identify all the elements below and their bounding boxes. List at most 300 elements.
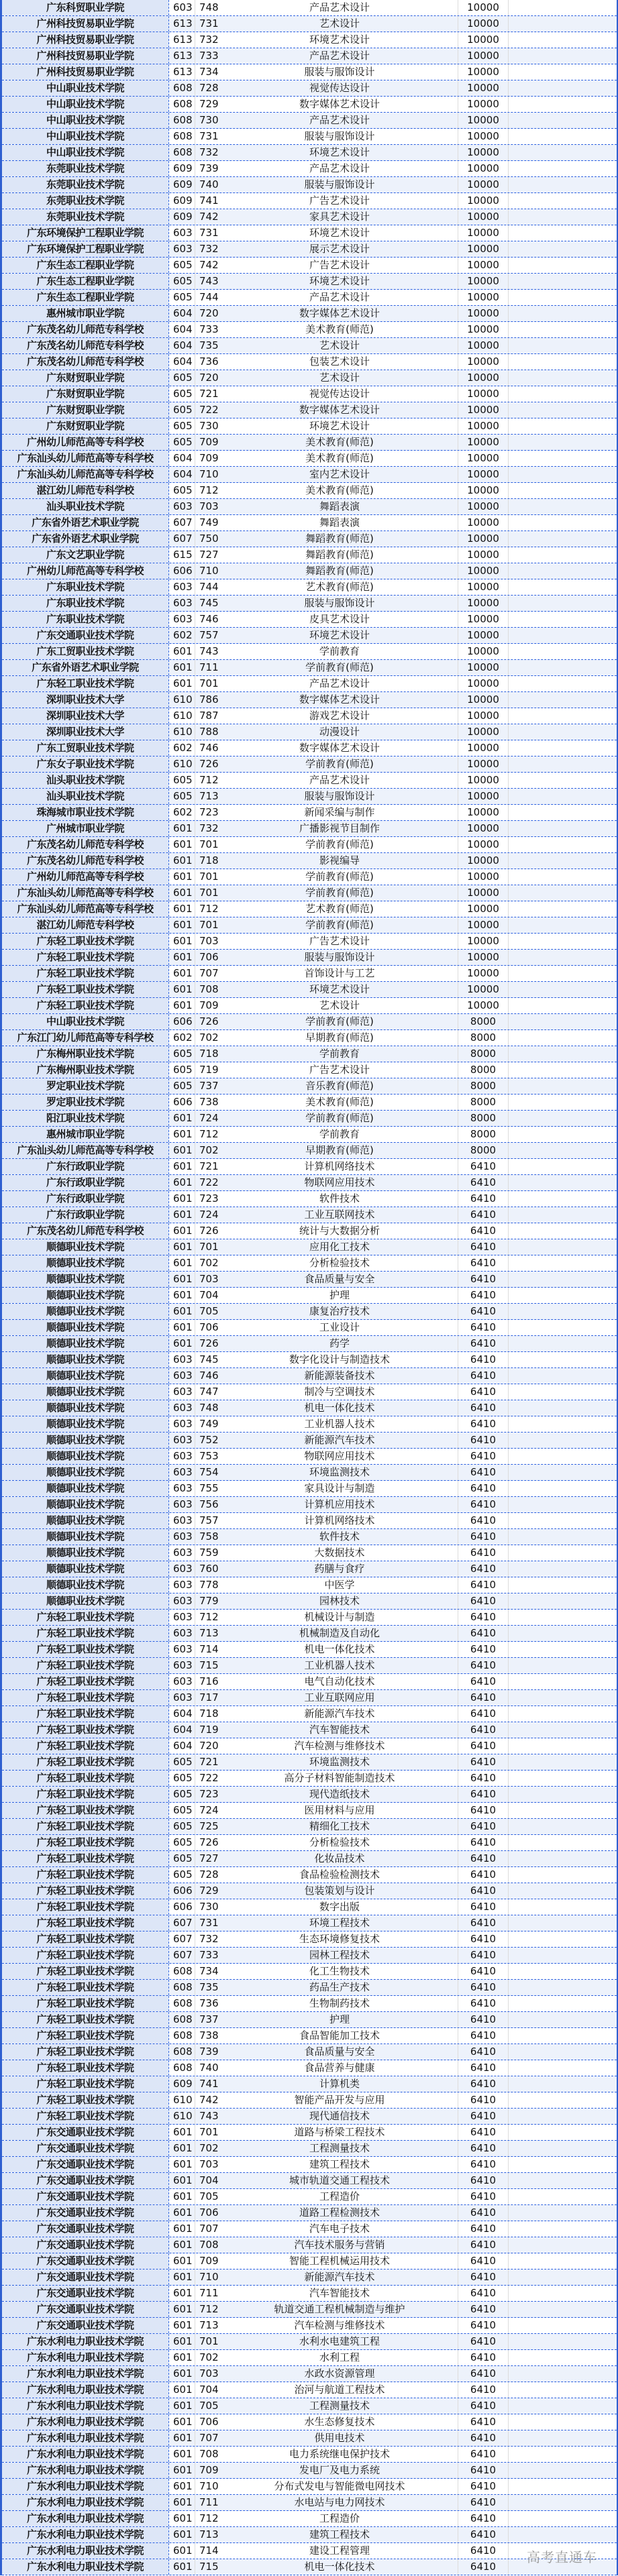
major-code-cell: 713: [199, 2319, 219, 2331]
school-name-cell: 顺德职业技术学院: [2, 1352, 169, 1367]
major-code-cell: 701: [199, 919, 219, 931]
table-row: [2, 2173, 617, 2189]
empty-cell: [509, 740, 617, 756]
amount-cell: 10000: [458, 917, 509, 933]
major-name-cell: 美术教育(师范): [221, 322, 458, 337]
school-code-cell: 603: [169, 225, 195, 241]
major-name-cell: 服装与服饰设计: [221, 177, 458, 192]
table-row: [2, 274, 617, 290]
school-code-cell: 601: [169, 2543, 195, 2559]
major-name-cell: 室内艺术设计: [221, 467, 458, 482]
amount-cell: 6410: [458, 1771, 509, 1786]
table-row: [2, 2012, 617, 2028]
table-row: [2, 97, 617, 113]
empty-cell: [509, 531, 617, 547]
empty-cell: [509, 773, 617, 788]
major-code-cell: 757: [199, 629, 219, 641]
major-name-cell: 艺术设计: [221, 370, 458, 386]
school-code-cell: 601: [169, 934, 195, 949]
amount-cell: 6410: [458, 1272, 509, 1287]
school-code-cell: 601: [169, 950, 195, 965]
empty-cell: [509, 2237, 617, 2253]
table-row: [2, 2157, 617, 2173]
amount-cell: 6410: [458, 1658, 509, 1673]
empty-cell: [509, 821, 617, 836]
major-code-cell: 725: [199, 1820, 219, 1832]
empty-cell: [509, 2060, 617, 2076]
empty-cell: [509, 386, 617, 402]
empty-cell: [509, 1529, 617, 1545]
empty-cell: [509, 1513, 617, 1528]
table-row: [2, 64, 617, 80]
school-code-cell: 604: [169, 306, 195, 321]
school-code-cell: 605: [169, 1803, 195, 1818]
school-code-cell: 601: [169, 2253, 195, 2269]
major-name-cell: 电气自动化技术: [221, 1674, 458, 1689]
amount-cell: 6410: [458, 2060, 509, 2076]
table-row: [2, 837, 617, 853]
major-code-cell: 727: [199, 549, 219, 561]
school-name-cell: 广东水利电力职业技术学院: [2, 2511, 169, 2526]
empty-cell: [509, 1803, 617, 1818]
table-row: [2, 1288, 617, 1304]
major-code-cell: 713: [199, 1627, 219, 1639]
empty-cell: [509, 258, 617, 273]
table-row: [2, 338, 617, 354]
empty-cell: [509, 1481, 617, 1496]
amount-cell: 6410: [458, 1867, 509, 1883]
school-name-cell: 广东轻工职业技术学院: [2, 1851, 169, 1866]
amount-cell: 6410: [458, 1497, 509, 1512]
amount-cell: 6410: [458, 1674, 509, 1689]
school-name-cell: 广东江门幼儿师范高等专科学校: [2, 1030, 169, 1046]
school-code-cell: 601: [169, 2559, 195, 2575]
empty-cell: [509, 837, 617, 852]
amount-cell: 8000: [458, 1095, 509, 1110]
major-name-cell: 水利水电建筑工程: [221, 2334, 458, 2349]
amount-cell: 6410: [458, 2044, 509, 2060]
school-code-cell: 601: [169, 1111, 195, 1126]
major-code-cell: 730: [199, 420, 219, 432]
school-code-cell: 601: [169, 2527, 195, 2542]
major-code-cell: 731: [199, 130, 219, 142]
major-code-cell: 732: [199, 243, 219, 255]
table-row: [2, 628, 617, 644]
empty-cell: [509, 2527, 617, 2542]
major-code-cell: 708: [199, 983, 219, 995]
school-code-cell: 605: [169, 402, 195, 418]
amount-cell: 10000: [458, 998, 509, 1013]
major-code-cell: 753: [199, 1450, 219, 1462]
table-row: [2, 2527, 617, 2543]
empty-cell: [509, 917, 617, 933]
empty-cell: [509, 660, 617, 675]
school-code-cell: 606: [169, 563, 195, 579]
empty-cell: [509, 1175, 617, 1190]
table-row: [2, 1111, 617, 1127]
table-row: [2, 2463, 617, 2479]
major-name-cell: 高分子材料智能制造技术: [221, 1771, 458, 1786]
empty-cell: [509, 2495, 617, 2510]
school-name-cell: 顺德职业技术学院: [2, 1400, 169, 1416]
school-name-cell: 顺德职业技术学院: [2, 1272, 169, 1287]
school-name-cell: 中山职业技术学院: [2, 80, 169, 96]
amount-cell: 10000: [458, 97, 509, 112]
amount-cell: 10000: [458, 547, 509, 563]
major-name-cell: 生物制药技术: [221, 1996, 458, 2011]
major-code-cell: 702: [199, 1031, 219, 1044]
amount-cell: 6410: [458, 2141, 509, 2156]
major-name-cell: 分析检验技术: [221, 1255, 458, 1271]
empty-cell: [509, 1449, 617, 1464]
empty-cell: [509, 1143, 617, 1158]
empty-cell: [509, 2125, 617, 2140]
empty-cell: [509, 628, 617, 643]
school-code-cell: 606: [169, 1014, 195, 1029]
table-row: [2, 161, 617, 177]
school-code-cell: 604: [169, 467, 195, 482]
amount-cell: 10000: [458, 193, 509, 209]
major-name-cell: 舞蹈教育(师范): [221, 531, 458, 547]
table-row: [2, 966, 617, 982]
major-code-cell: 705: [199, 2400, 219, 2412]
school-name-cell: 东莞职业技术学院: [2, 177, 169, 192]
amount-cell: 6410: [458, 2205, 509, 2221]
major-code-cell: 701: [199, 871, 219, 883]
major-name-cell: 机电一体化技术: [221, 1642, 458, 1657]
major-code-cell: 712: [199, 2512, 219, 2524]
table-row: [2, 692, 617, 708]
school-name-cell: 中山职业技术学院: [2, 1014, 169, 1029]
school-code-cell: 601: [169, 853, 195, 869]
major-name-cell: 汽车智能技术: [221, 2286, 458, 2301]
table-row: [2, 2028, 617, 2044]
major-code-cell: 733: [199, 1949, 219, 1961]
empty-cell: [509, 2318, 617, 2333]
amount-cell: 10000: [458, 773, 509, 788]
major-name-cell: 食品检验检测技术: [221, 1867, 458, 1883]
empty-cell: [509, 1368, 617, 1384]
empty-cell: [509, 612, 617, 627]
major-name-cell: 皮具艺术设计: [221, 612, 458, 627]
school-code-cell: 603: [169, 1674, 195, 1689]
empty-cell: [509, 2479, 617, 2494]
school-code-cell: 605: [169, 386, 195, 402]
school-name-cell: 广东轻工职业技术学院: [2, 2028, 169, 2043]
table-row: [2, 306, 617, 322]
major-code-cell: 708: [199, 2239, 219, 2251]
table-row: [2, 1014, 617, 1030]
table-row: [2, 467, 617, 483]
school-name-cell: 深圳职业技术大学: [2, 708, 169, 724]
watermark-text: 高考直通车: [527, 2549, 597, 2565]
school-code-cell: 605: [169, 258, 195, 273]
major-code-cell: 735: [199, 339, 219, 351]
major-name-cell: 数字媒体艺术设计: [221, 402, 458, 418]
empty-cell: [509, 2109, 617, 2124]
major-name-cell: 水利工程: [221, 2350, 458, 2365]
school-name-cell: 顺德职业技术学院: [2, 1545, 169, 1561]
amount-cell: 10000: [458, 354, 509, 370]
table-row: [2, 1416, 617, 1433]
amount-cell: 6410: [458, 1352, 509, 1367]
school-code-cell: 605: [169, 418, 195, 434]
major-code-cell: 719: [199, 1064, 219, 1076]
amount-cell: 10000: [458, 563, 509, 579]
empty-cell: [509, 1867, 617, 1883]
major-code-cell: 732: [199, 1933, 219, 1945]
major-code-cell: 749: [199, 1418, 219, 1430]
school-code-cell: 610: [169, 692, 195, 708]
table-row: [2, 2076, 617, 2092]
major-name-cell: 新能源装备技术: [221, 1368, 458, 1384]
school-code-cell: 605: [169, 1771, 195, 1786]
school-code-cell: 609: [169, 193, 195, 209]
amount-cell: 10000: [458, 740, 509, 756]
major-code-cell: 711: [199, 2287, 219, 2299]
major-name-cell: 学前教育(师范): [221, 837, 458, 852]
table-row: [2, 1030, 617, 1046]
school-code-cell: 608: [169, 80, 195, 96]
empty-cell: [509, 1497, 617, 1512]
school-name-cell: 广东省外语艺术职业学院: [2, 515, 169, 530]
amount-cell: 10000: [458, 370, 509, 386]
school-code-cell: 607: [169, 1931, 195, 1947]
major-code-cell: 705: [199, 1305, 219, 1317]
amount-cell: 10000: [458, 338, 509, 353]
school-name-cell: 广东交通职业技术学院: [2, 2286, 169, 2301]
empty-cell: [509, 1754, 617, 1770]
empty-cell: [509, 418, 617, 434]
school-code-cell: 603: [169, 1513, 195, 1528]
school-code-cell: 604: [169, 354, 195, 370]
major-code-cell: 712: [199, 774, 219, 786]
table-row: [2, 1948, 617, 1964]
major-code-cell: 726: [199, 1836, 219, 1848]
school-name-cell: 广东轻工职业技术学院: [2, 998, 169, 1013]
school-name-cell: 广东水利电力职业技术学院: [2, 2479, 169, 2494]
school-name-cell: 广东行政职业学院: [2, 1159, 169, 1174]
amount-cell: 6410: [458, 2463, 509, 2478]
amount-cell: 6410: [458, 2527, 509, 2542]
major-code-cell: 731: [199, 227, 219, 239]
major-code-cell: 703: [199, 500, 219, 512]
major-name-cell: 新能源汽车技术: [221, 1706, 458, 1722]
empty-cell: [509, 1690, 617, 1705]
major-code-cell: 747: [199, 1386, 219, 1398]
empty-cell: [509, 2398, 617, 2414]
table-row: [2, 515, 617, 531]
major-name-cell: 工业机器人技术: [221, 1658, 458, 1673]
school-code-cell: 603: [169, 1561, 195, 1577]
school-name-cell: 湛江幼儿师范专科学校: [2, 483, 169, 498]
amount-cell: 10000: [458, 628, 509, 643]
major-name-cell: 艺术教育(师范): [221, 579, 458, 595]
school-name-cell: 广东轻工职业技术学院: [2, 2044, 169, 2060]
empty-cell: [509, 2253, 617, 2269]
major-code-cell: 734: [199, 1965, 219, 1977]
major-name-cell: 家具艺术设计: [221, 209, 458, 225]
school-name-cell: 广东水利电力职业技术学院: [2, 2527, 169, 2542]
table-row: [2, 1368, 617, 1384]
major-name-cell: 治河与航道工程技术: [221, 2382, 458, 2398]
empty-cell: [509, 692, 617, 708]
empty-cell: [509, 596, 617, 611]
amount-cell: 6410: [458, 2173, 509, 2188]
school-code-cell: 603: [169, 579, 195, 595]
school-name-cell: 广东轻工职业技术学院: [2, 1722, 169, 1738]
table-row: [2, 950, 617, 966]
empty-cell: [509, 1111, 617, 1126]
major-name-cell: 护理: [221, 2012, 458, 2027]
empty-cell: [509, 1561, 617, 1577]
major-code-cell: 717: [199, 1691, 219, 1703]
school-name-cell: 广东生态工程职业学院: [2, 258, 169, 273]
major-name-cell: 化妆品技术: [221, 1851, 458, 1866]
amount-cell: 6410: [458, 1400, 509, 1416]
table-row: [2, 1159, 617, 1175]
school-name-cell: 顺德职业技术学院: [2, 1288, 169, 1303]
table-row: [2, 805, 617, 821]
major-name-cell: 学前教育(师范): [221, 660, 458, 675]
amount-cell: 10000: [458, 692, 509, 708]
school-code-cell: 606: [169, 1883, 195, 1899]
table-row: [2, 32, 617, 48]
school-code-cell: 608: [169, 2060, 195, 2076]
major-name-cell: 学前教育(师范): [221, 1014, 458, 1029]
table-row: [2, 2511, 617, 2527]
major-name-cell: 汽车检测与维修技术: [221, 1738, 458, 1754]
school-name-cell: 广东行政职业学院: [2, 1175, 169, 1190]
major-name-cell: 数字出版: [221, 1899, 458, 1915]
amount-cell: 10000: [458, 483, 509, 498]
major-code-cell: 720: [199, 307, 219, 319]
school-code-cell: 602: [169, 805, 195, 820]
school-name-cell: 广东汕头幼儿师范高等专科学校: [2, 1143, 169, 1158]
school-code-cell: 603: [169, 1449, 195, 1464]
school-code-cell: 601: [169, 1207, 195, 1223]
major-name-cell: 产品艺术设计: [221, 676, 458, 691]
school-code-cell: 608: [169, 2012, 195, 2027]
major-name-cell: 环境监测技术: [221, 1754, 458, 1770]
empty-cell: [509, 982, 617, 997]
empty-cell: [509, 1207, 617, 1223]
empty-cell: [509, 1127, 617, 1142]
empty-cell: [509, 2205, 617, 2221]
school-name-cell: 广东财贸职业学院: [2, 386, 169, 402]
major-code-cell: 712: [199, 1611, 219, 1623]
school-name-cell: 顺德职业技术学院: [2, 1513, 169, 1528]
school-code-cell: 607: [169, 515, 195, 530]
amount-cell: 6410: [458, 2125, 509, 2140]
major-code-cell: 729: [199, 1885, 219, 1897]
major-code-cell: 701: [199, 2126, 219, 2138]
table-row: [2, 1239, 617, 1255]
school-code-cell: 601: [169, 1288, 195, 1303]
amount-cell: 10000: [458, 885, 509, 901]
amount-cell: 6410: [458, 1159, 509, 1174]
school-name-cell: 顺德职业技术学院: [2, 1336, 169, 1351]
school-name-cell: 广东轻工职业技术学院: [2, 966, 169, 981]
major-name-cell: 舞蹈表演: [221, 499, 458, 514]
major-name-cell: 早期教育(师范): [221, 1030, 458, 1046]
school-code-cell: 601: [169, 1239, 195, 1255]
table-row: [2, 1738, 617, 1754]
major-code-cell: 732: [199, 34, 219, 46]
major-code-cell: 720: [199, 372, 219, 384]
school-code-cell: 601: [169, 2205, 195, 2221]
amount-cell: 10000: [458, 708, 509, 724]
school-code-cell: 601: [169, 2414, 195, 2430]
table-row: [2, 724, 617, 740]
empty-cell: [509, 1931, 617, 1947]
table-row: [2, 2060, 617, 2076]
table-row: [2, 1352, 617, 1368]
empty-cell: [509, 1400, 617, 1416]
empty-cell: [509, 467, 617, 482]
school-code-cell: 601: [169, 660, 195, 675]
major-code-cell: 750: [199, 533, 219, 545]
empty-cell: [509, 644, 617, 659]
school-code-cell: 603: [169, 499, 195, 514]
major-name-cell: 广告艺术设计: [221, 934, 458, 949]
school-name-cell: 顺德职业技术学院: [2, 1320, 169, 1335]
empty-cell: [509, 2286, 617, 2301]
major-code-cell: 715: [199, 1659, 219, 1671]
empty-cell: [509, 966, 617, 981]
school-code-cell: 604: [169, 322, 195, 337]
school-code-cell: 602: [169, 1030, 195, 1046]
major-name-cell: 发电厂及电力系统: [221, 2463, 458, 2478]
major-name-cell: 数字媒体艺术设计: [221, 740, 458, 756]
school-code-cell: 605: [169, 435, 195, 450]
school-name-cell: 顺德职业技术学院: [2, 1416, 169, 1432]
empty-cell: [509, 1948, 617, 1963]
empty-cell: [509, 1642, 617, 1657]
amount-cell: 6410: [458, 2302, 509, 2317]
amount-cell: 8000: [458, 1030, 509, 1046]
empty-cell: [509, 354, 617, 370]
school-name-cell: 东莞职业技术学院: [2, 161, 169, 176]
major-code-cell: 788: [199, 726, 219, 738]
school-name-cell: 广东轻工职业技术学院: [2, 1915, 169, 1931]
school-name-cell: 顺德职业技术学院: [2, 1449, 169, 1464]
major-name-cell: 建筑工程技术: [221, 2527, 458, 2542]
table-row: [2, 1722, 617, 1738]
school-name-cell: 广州幼儿师范高等专科学校: [2, 869, 169, 885]
school-name-cell: 中山职业技术学院: [2, 145, 169, 160]
school-code-cell: 601: [169, 2157, 195, 2172]
school-code-cell: 609: [169, 209, 195, 225]
empty-cell: [509, 757, 617, 772]
school-name-cell: 东莞职业技术学院: [2, 193, 169, 209]
empty-cell: [509, 579, 617, 595]
school-code-cell: 601: [169, 1320, 195, 1335]
amount-cell: 6410: [458, 2189, 509, 2204]
empty-cell: [509, 885, 617, 901]
school-code-cell: 603: [169, 1626, 195, 1641]
major-name-cell: 广告艺术设计: [221, 1062, 458, 1078]
table-row: [2, 612, 617, 628]
major-name-cell: 新能源汽车技术: [221, 1433, 458, 1448]
school-code-cell: 601: [169, 998, 195, 1013]
empty-cell: [509, 225, 617, 241]
table-row: [2, 596, 617, 612]
table-row: [2, 2398, 617, 2414]
table-row: [2, 1191, 617, 1207]
major-name-cell: 水电站与电力网技术: [221, 2495, 458, 2510]
table-row: [2, 1400, 617, 1416]
